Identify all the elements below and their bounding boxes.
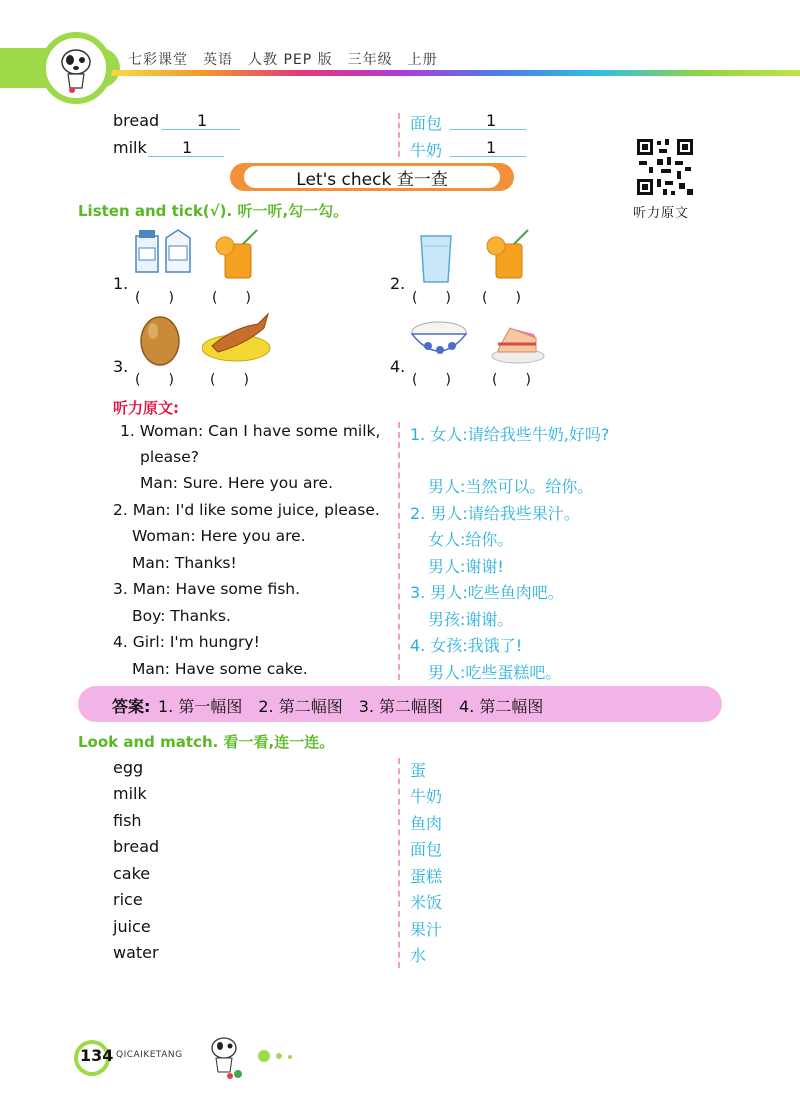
rice-bowl-picture — [408, 318, 470, 368]
mascot-logo — [40, 32, 112, 104]
match-cn-word[interactable]: 鱼肉 — [410, 814, 443, 833]
tick-box[interactable]: ( ) — [492, 372, 531, 388]
match-en-word[interactable]: bread — [113, 837, 160, 856]
item-number: 1. — [113, 274, 129, 293]
qr-caption: 听力原文 — [633, 206, 690, 221]
item-number: 3. — [113, 357, 129, 376]
divider — [398, 758, 400, 968]
script-en-line: 4. Girl: I'm hungry! — [113, 633, 260, 651]
orange-juice-picture — [213, 228, 263, 284]
vocab-cn-milk-answer: 1 — [486, 138, 497, 157]
match-cn-word[interactable]: 果汁 — [410, 920, 443, 939]
match-cn-word[interactable]: 蛋糕 — [410, 867, 443, 886]
script-cn-line: 2. 男人:请给我些果汁。 — [410, 504, 580, 523]
decor-dot — [276, 1053, 282, 1059]
script-en-line: 2. Man: I'd like some juice, please. — [113, 501, 380, 519]
script-en-line: Boy: Thanks. — [132, 607, 231, 625]
page-number: 134 — [80, 1046, 114, 1065]
header-title: 七彩课堂 英语 人教 PEP 版 三年级 上册 — [128, 52, 438, 68]
lets-check-banner — [230, 163, 514, 191]
banner-text: Let's check 查一查 — [296, 169, 448, 190]
orange-juice-picture — [484, 228, 534, 284]
script-en-line: Man: Thanks! — [132, 554, 237, 572]
script-en-line: Man: Sure. Here you are. — [140, 474, 334, 492]
item-number: 2. — [390, 274, 406, 293]
qr-code[interactable] — [635, 137, 695, 197]
decor-dot — [288, 1055, 292, 1059]
panda-mascot-icon — [46, 38, 106, 98]
qr-code-icon — [635, 137, 695, 197]
answer-label: 答案: — [112, 697, 151, 716]
match-en-word[interactable]: juice — [113, 917, 151, 936]
milk-cartons-picture — [132, 228, 194, 280]
match-cn-word[interactable]: 蛋 — [410, 761, 427, 780]
script-cn-line: 3. 男人:吃些鱼肉吧。 — [410, 583, 564, 602]
match-en-word[interactable]: cake — [113, 864, 151, 883]
egg-picture — [138, 311, 182, 371]
script-cn-line: 1. 女人:请给我些牛奶,好吗? — [410, 425, 610, 444]
footer-brand: QICAIKETANG — [116, 1050, 183, 1060]
script-cn-line: 男孩:谢谢。 — [428, 610, 514, 629]
tick-box[interactable]: ( ) — [210, 372, 249, 388]
divider — [398, 113, 400, 157]
vocab-cn-milk: 牛奶 — [410, 141, 443, 160]
tick-box[interactable]: ( ) — [135, 290, 174, 306]
script-cn-line: 男人:吃些蛋糕吧。 — [428, 663, 562, 682]
match-cn-word[interactable]: 面包 — [410, 840, 443, 859]
glass-of-water-picture — [418, 234, 454, 288]
match-en-word[interactable]: egg — [113, 758, 144, 777]
answer-band — [78, 686, 722, 722]
match-instruction: Look and match. 看一看,连一连。 — [78, 733, 335, 751]
match-en-word[interactable]: milk — [113, 784, 147, 803]
match-cn-word[interactable]: 牛奶 — [410, 787, 443, 806]
script-cn-line: 男人:当然可以。给你。 — [428, 477, 594, 496]
fish-picture — [202, 310, 272, 368]
match-cn-word[interactable]: 水 — [410, 946, 427, 965]
vocab-en-bread: bread — [113, 111, 160, 130]
script-en-line: Man: Have some cake. — [132, 660, 308, 678]
answer-text: 1. 第一幅图 2. 第二幅图 3. 第二幅图 4. 第二幅图 — [158, 697, 544, 716]
script-en-line: 1. Woman: Can I have some milk, — [120, 422, 381, 440]
decor-dot — [258, 1050, 270, 1062]
listen-instruction: Listen and tick(√). 听一听,勾一勾。 — [78, 202, 349, 220]
script-cn-line: 男人:谢谢! — [428, 557, 504, 576]
tick-box[interactable]: ( ) — [412, 290, 451, 306]
script-heading: 听力原文: — [113, 399, 179, 417]
match-en-word[interactable]: fish — [113, 811, 142, 830]
divider — [398, 422, 400, 680]
script-en-line: Woman: Here you are. — [132, 527, 306, 545]
tick-box[interactable]: ( ) — [482, 290, 521, 306]
vocab-cn-bread-answer: 1 — [486, 111, 497, 130]
script-en-line: please? — [140, 448, 200, 466]
tick-box[interactable]: ( ) — [212, 290, 251, 306]
vocab-en-bread-answer: 1 — [197, 111, 208, 130]
tick-box[interactable]: ( ) — [412, 372, 451, 388]
match-cn-word[interactable]: 米饭 — [410, 893, 443, 912]
script-cn-line: 女人:给你。 — [428, 530, 514, 549]
match-en-word[interactable]: water — [113, 943, 159, 962]
cake-picture — [490, 322, 546, 368]
vocab-cn-bread: 面包 — [410, 114, 443, 133]
match-en-word[interactable]: rice — [113, 890, 143, 909]
vocab-en-milk-answer: 1 — [182, 138, 193, 157]
vocab-en-milk: milk — [113, 138, 147, 157]
item-number: 4. — [390, 357, 406, 376]
footer-mascot-icon — [200, 1030, 252, 1084]
script-cn-line: 4. 女孩:我饿了! — [410, 636, 523, 655]
script-en-line: 3. Man: Have some fish. — [113, 580, 301, 598]
tick-box[interactable]: ( ) — [135, 372, 174, 388]
header-rainbow-bar — [100, 70, 800, 76]
